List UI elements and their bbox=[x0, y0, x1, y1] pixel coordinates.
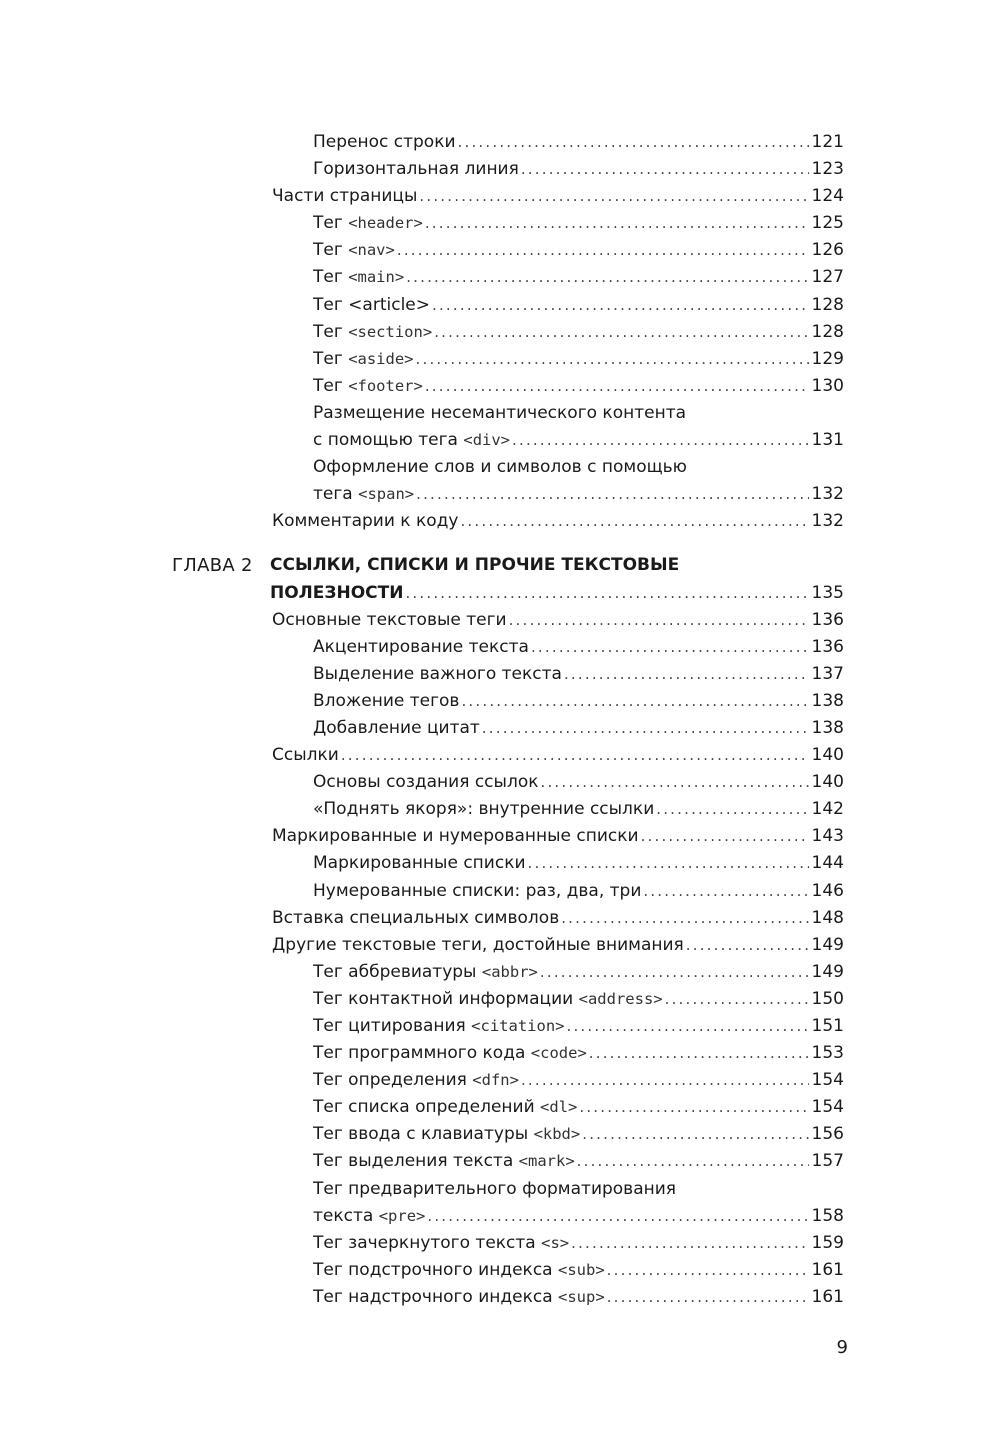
toc-entry bbox=[0, 1094, 986, 1121]
chapter-label: ГЛАВА 2 bbox=[172, 555, 253, 577]
toc-entry-title bbox=[313, 373, 423, 400]
dot-leader bbox=[482, 715, 809, 742]
toc-entry-line bbox=[313, 878, 844, 905]
toc-entry-text: Тег зачеркнутого текста bbox=[313, 1232, 542, 1253]
dot-leader bbox=[521, 1067, 809, 1094]
toc-entry-title bbox=[313, 454, 687, 481]
toc-entry bbox=[0, 210, 986, 237]
dot-leader bbox=[567, 1013, 809, 1040]
toc-entry-title bbox=[313, 264, 404, 291]
toc-entry bbox=[0, 129, 986, 156]
toc-entry bbox=[0, 580, 986, 607]
dot-leader bbox=[425, 210, 809, 237]
toc-page-number: 158 bbox=[811, 1205, 844, 1226]
toc-page-number: 157 bbox=[811, 1151, 844, 1172]
toc-entry-text: Маркированные и нумерованные списки bbox=[272, 826, 639, 847]
toc-entry-code: <aside> bbox=[348, 349, 414, 368]
toc-entry-title bbox=[313, 634, 529, 661]
toc-entry bbox=[0, 319, 986, 346]
toc-entry-line bbox=[313, 264, 844, 291]
toc-page-number: 138 bbox=[811, 717, 844, 738]
toc-entry bbox=[0, 932, 986, 959]
dot-leader bbox=[460, 508, 808, 535]
toc-entry-text: Тег bbox=[313, 267, 349, 288]
toc-entry bbox=[0, 1040, 986, 1067]
toc-page-number: 129 bbox=[811, 348, 844, 369]
toc-entry-text: Тег <article> bbox=[313, 294, 430, 315]
toc-entry-code: <sub> bbox=[558, 1260, 605, 1279]
toc-entry-text: Тег программного кода bbox=[313, 1043, 531, 1064]
toc-page-number: 136 bbox=[811, 636, 844, 657]
toc-entry bbox=[0, 373, 986, 400]
toc-entry bbox=[0, 264, 986, 291]
toc-entry bbox=[0, 905, 986, 932]
toc-entry bbox=[0, 427, 986, 454]
toc-entry-line bbox=[313, 373, 844, 400]
toc-entry-title bbox=[313, 1230, 569, 1257]
toc-entry-title bbox=[313, 210, 423, 237]
toc-entry-title bbox=[313, 400, 686, 427]
toc-entry-line bbox=[313, 1176, 844, 1203]
toc-page-number: 126 bbox=[811, 240, 844, 261]
toc-entry bbox=[0, 1067, 986, 1094]
toc-entry-code: <nav> bbox=[348, 241, 395, 260]
toc-entry-title bbox=[270, 552, 679, 579]
toc-entry-line bbox=[313, 210, 844, 237]
toc-page-number: 131 bbox=[811, 430, 844, 451]
toc-entry-text: Добавление цитат bbox=[313, 717, 480, 738]
toc-entry bbox=[0, 769, 986, 796]
toc-entry-line bbox=[272, 823, 844, 850]
toc-entry-title bbox=[313, 1203, 425, 1230]
toc-entry-text: Оформление слов и символов с помощью bbox=[313, 457, 687, 478]
toc-entry-code: <div> bbox=[463, 431, 511, 450]
toc-entry-title bbox=[313, 319, 432, 346]
toc-entry-title bbox=[313, 129, 456, 156]
toc-entry-text: Ссылки bbox=[272, 745, 339, 766]
dot-leader bbox=[607, 1284, 809, 1311]
toc-entry bbox=[0, 742, 986, 769]
toc-entry-line bbox=[313, 427, 844, 454]
toc-page-number: 151 bbox=[811, 1016, 844, 1036]
toc-entry-title bbox=[313, 850, 526, 877]
toc-entry bbox=[0, 346, 986, 373]
toc-entry-title bbox=[313, 688, 459, 715]
toc-entry-text: Тег bbox=[313, 348, 349, 369]
dot-leader bbox=[540, 959, 809, 986]
dot-leader bbox=[461, 688, 808, 715]
toc-page-number: 123 bbox=[811, 159, 844, 180]
toc-entry-text: Тег цитирования bbox=[313, 1016, 472, 1036]
dot-leader bbox=[416, 481, 808, 508]
toc-entry-text: Тег bbox=[313, 240, 349, 261]
toc-entry-code: <dl> bbox=[540, 1098, 578, 1117]
toc-entry bbox=[0, 823, 986, 850]
toc-page-number: 137 bbox=[811, 663, 844, 684]
dot-leader bbox=[686, 932, 809, 959]
toc-entry-code: <abbr> bbox=[481, 962, 538, 981]
dot-leader bbox=[577, 1148, 809, 1175]
toc-page-number: 125 bbox=[811, 213, 844, 234]
toc-entry-text: Тег надстрочного индекса bbox=[313, 1286, 559, 1307]
toc-entry-line bbox=[313, 1121, 844, 1148]
toc-page-number: 140 bbox=[811, 772, 844, 793]
toc-entry bbox=[0, 878, 986, 905]
toc-entry-title bbox=[272, 905, 559, 932]
toc-page-number: 156 bbox=[811, 1124, 844, 1145]
toc-entry-code: <mark> bbox=[518, 1152, 575, 1171]
toc-entry-text: Горизонтальная линия bbox=[313, 159, 519, 180]
toc-entry-code: <address> bbox=[578, 989, 663, 1008]
toc-entry-text: Вложение тегов bbox=[313, 690, 460, 711]
toc-page-number: 128 bbox=[811, 294, 844, 315]
toc-entry-title bbox=[313, 959, 538, 986]
toc-entry-code: <header> bbox=[348, 214, 423, 233]
toc-entry-text: Основные текстовые теги bbox=[272, 609, 507, 630]
toc-entry-title bbox=[313, 715, 480, 742]
toc-entry bbox=[0, 1203, 986, 1230]
dot-leader bbox=[405, 580, 808, 607]
toc-entry-title bbox=[313, 1040, 587, 1067]
toc-entry-title bbox=[313, 1121, 580, 1148]
toc-entry-title bbox=[313, 1067, 519, 1094]
toc-entry bbox=[0, 1176, 986, 1203]
toc-entry-line bbox=[272, 508, 844, 535]
toc-page-number: 142 bbox=[811, 799, 844, 820]
toc-entry-text: Выделение важного текста bbox=[313, 663, 562, 684]
toc-entry-line bbox=[313, 1067, 844, 1094]
dot-leader bbox=[416, 346, 809, 373]
toc-entry-title bbox=[313, 427, 510, 454]
toc-entry-line bbox=[313, 346, 844, 373]
toc-entry-title bbox=[313, 481, 414, 508]
toc-page-number: 136 bbox=[811, 609, 844, 630]
toc-entry-text: Нумерованные списки: раз, два, три bbox=[313, 880, 642, 901]
toc-entry-text: тега bbox=[313, 484, 359, 505]
toc-entry-title bbox=[272, 183, 417, 210]
toc-entry-title bbox=[272, 607, 507, 634]
toc-entry bbox=[0, 1230, 986, 1257]
toc-entry-line bbox=[313, 1013, 844, 1040]
toc-entry bbox=[0, 454, 986, 481]
dot-leader bbox=[607, 1257, 809, 1284]
toc-entry-line bbox=[270, 552, 844, 579]
toc-entry-text: ССЫЛКИ, СПИСКИ И ПРОЧИЕ ТЕКСТОВЫЕ bbox=[270, 555, 680, 576]
dot-leader bbox=[541, 769, 809, 796]
dot-leader bbox=[434, 319, 808, 346]
toc-entry bbox=[0, 292, 986, 319]
toc-entry-title bbox=[313, 1257, 605, 1284]
toc-entry-text: Акцентирование текста bbox=[313, 636, 529, 657]
toc-entry-line bbox=[272, 905, 844, 932]
toc-page-number: 124 bbox=[811, 186, 844, 207]
toc-page-number: 150 bbox=[811, 988, 844, 1009]
toc-entry-title bbox=[313, 1176, 676, 1203]
dot-leader bbox=[419, 183, 808, 210]
toc-entry bbox=[0, 1121, 986, 1148]
toc-entry-line bbox=[313, 1148, 844, 1175]
toc-entry-code: <kbd> bbox=[533, 1125, 581, 1144]
dot-leader bbox=[425, 373, 809, 400]
dot-leader bbox=[521, 156, 809, 183]
toc-entry-code: <citation> bbox=[471, 1017, 565, 1035]
toc-entry bbox=[0, 508, 986, 535]
toc-entry-line bbox=[313, 796, 844, 823]
toc-entry-title bbox=[313, 1094, 577, 1121]
toc-entry-text: Тег bbox=[313, 321, 349, 342]
toc-entry-code: <code> bbox=[530, 1044, 587, 1063]
toc-entry-line bbox=[313, 769, 844, 796]
toc-entry bbox=[0, 661, 986, 688]
toc-entry-text: Тег bbox=[313, 375, 349, 396]
toc-entry-code: <footer> bbox=[348, 376, 423, 395]
dot-leader bbox=[531, 634, 809, 661]
toc-entry-line bbox=[313, 319, 844, 346]
toc-entry-text: текста bbox=[313, 1205, 379, 1226]
page-number: 9 bbox=[836, 1337, 848, 1358]
toc-page-number: 159 bbox=[811, 1232, 844, 1253]
toc-entry-line bbox=[313, 237, 844, 264]
dot-leader bbox=[582, 1121, 808, 1148]
toc-entry-line bbox=[313, 715, 844, 742]
toc-entry bbox=[0, 237, 986, 264]
toc-page-number: 154 bbox=[811, 1097, 844, 1118]
dot-leader bbox=[341, 742, 809, 769]
dot-leader bbox=[656, 796, 808, 823]
dot-leader bbox=[564, 661, 809, 688]
toc-entry-text: Тег предварительного форматирования bbox=[313, 1178, 677, 1199]
toc-entry-title bbox=[313, 1148, 575, 1175]
table-of-contents bbox=[0, 129, 986, 1311]
toc-entry bbox=[0, 634, 986, 661]
toc-entry bbox=[0, 986, 986, 1013]
toc-page-number: 135 bbox=[811, 582, 844, 603]
dot-leader bbox=[512, 427, 809, 454]
toc-page-number: 161 bbox=[811, 1259, 844, 1280]
toc-entry-line bbox=[272, 607, 844, 634]
toc-entry-text: Тег определения bbox=[313, 1070, 473, 1091]
dot-leader bbox=[571, 1230, 808, 1257]
toc-entry-text: Размещение несемантического контента bbox=[313, 402, 687, 423]
toc-entry-title bbox=[272, 932, 684, 959]
toc-entry bbox=[0, 607, 986, 634]
toc-entry-line bbox=[313, 400, 844, 427]
toc-entry-title bbox=[313, 1284, 605, 1311]
toc-entry bbox=[0, 183, 986, 210]
toc-entry-text: Перенос строки bbox=[313, 132, 456, 152]
dot-leader bbox=[458, 129, 809, 156]
toc-entry-line bbox=[313, 454, 844, 481]
toc-entry bbox=[0, 796, 986, 823]
toc-entry-title bbox=[272, 508, 458, 535]
toc-entry-text: Части страницы bbox=[272, 186, 418, 207]
toc-entry-title bbox=[313, 1013, 565, 1040]
toc-page-number: 144 bbox=[811, 853, 844, 874]
toc-entry bbox=[0, 481, 986, 508]
toc-page-number: 149 bbox=[811, 934, 844, 955]
toc-entry-title bbox=[272, 823, 639, 850]
toc-entry-line bbox=[313, 1257, 844, 1284]
toc-entry-title bbox=[313, 796, 654, 823]
toc-entry-line bbox=[313, 129, 844, 156]
dot-leader bbox=[432, 292, 809, 319]
toc-entry-line bbox=[272, 932, 844, 959]
toc-entry-line bbox=[313, 156, 844, 183]
toc-entry-code: <dfn> bbox=[472, 1071, 519, 1090]
toc-entry-line bbox=[313, 1040, 844, 1067]
toc-page-number: 153 bbox=[811, 1043, 844, 1064]
toc-page-number: 146 bbox=[811, 880, 844, 901]
dot-leader bbox=[528, 850, 809, 877]
toc-entry-code: <pre> bbox=[378, 1206, 426, 1225]
toc-entry-text: Тег выделения текста bbox=[313, 1151, 519, 1172]
dot-leader bbox=[406, 264, 808, 291]
toc-entry-text: Тег аббревиатуры bbox=[313, 961, 482, 982]
toc-entry-title bbox=[313, 292, 430, 319]
toc-entry-line bbox=[313, 292, 844, 319]
toc-entry-title bbox=[313, 878, 641, 905]
toc-page-number: 132 bbox=[811, 511, 844, 532]
toc-entry-text: Основы создания ссылок bbox=[313, 772, 539, 793]
dot-leader bbox=[665, 986, 809, 1013]
toc-entry-line bbox=[313, 688, 844, 715]
dot-leader bbox=[579, 1094, 808, 1121]
toc-entry-line bbox=[313, 481, 844, 508]
toc-entry bbox=[0, 1257, 986, 1284]
toc-entry bbox=[0, 959, 986, 986]
toc-entry bbox=[0, 400, 986, 427]
toc-page-number: 128 bbox=[811, 321, 844, 342]
toc-page-number: 132 bbox=[811, 484, 844, 505]
toc-page-number: 148 bbox=[811, 907, 844, 928]
toc-entry-title bbox=[313, 986, 663, 1013]
toc-entry bbox=[0, 715, 986, 742]
toc-entry-text: Тег bbox=[313, 213, 349, 234]
dot-leader bbox=[561, 905, 808, 932]
toc-entry bbox=[0, 850, 986, 877]
toc-entry-line bbox=[313, 986, 844, 1013]
toc-entry bbox=[0, 1148, 986, 1175]
toc-page-number: 130 bbox=[811, 375, 844, 396]
toc-entry-code: <sup> bbox=[558, 1287, 605, 1306]
toc-entry-title bbox=[313, 346, 414, 373]
toc-entry-text: Тег списка определений bbox=[313, 1097, 541, 1118]
toc-entry-code: <span> bbox=[358, 485, 415, 504]
toc-entry-line bbox=[313, 1203, 844, 1230]
toc-page-number: 161 bbox=[811, 1286, 844, 1307]
dot-leader bbox=[643, 878, 808, 905]
toc-entry-line bbox=[270, 580, 844, 607]
toc-entry-text: Тег ввода с клавиатуры bbox=[313, 1124, 534, 1145]
toc-page-number: 121 bbox=[811, 132, 844, 152]
toc-entry-title bbox=[313, 156, 519, 183]
toc-entry-code: <main> bbox=[348, 268, 405, 287]
toc-entry-title bbox=[270, 580, 403, 607]
dot-leader bbox=[427, 1203, 808, 1230]
toc-entry-title bbox=[313, 237, 395, 264]
toc-page-number: 140 bbox=[811, 745, 844, 766]
toc-entry-text: Комментарии к коду bbox=[272, 511, 459, 532]
toc-entry-text: Вставка специальных символов bbox=[272, 907, 560, 928]
toc-entry-title bbox=[313, 769, 539, 796]
toc-entry-text: «Поднять якоря»: внутренние ссылки bbox=[313, 799, 655, 820]
toc-entry bbox=[0, 688, 986, 715]
toc-entry-line bbox=[272, 742, 844, 769]
dot-leader bbox=[589, 1040, 809, 1067]
toc-entry-line bbox=[313, 959, 844, 986]
dot-leader bbox=[397, 237, 809, 264]
toc-page-number: 127 bbox=[811, 267, 844, 288]
toc-entry-text: Тег подстрочного индекса bbox=[313, 1259, 558, 1280]
toc-entry bbox=[0, 156, 986, 183]
toc-entry-line bbox=[272, 183, 844, 210]
toc-entry-code: <section> bbox=[348, 322, 433, 341]
toc-entry-text: Тег контактной информации bbox=[313, 988, 579, 1009]
toc-entry-line bbox=[313, 1230, 844, 1257]
toc-entry-line bbox=[313, 1284, 844, 1311]
toc-entry-line bbox=[313, 850, 844, 877]
toc-entry bbox=[0, 1013, 986, 1040]
toc-entry-code: <s> bbox=[541, 1233, 570, 1252]
toc-page-number: 154 bbox=[811, 1070, 844, 1091]
dot-leader bbox=[509, 607, 809, 634]
toc-entry-title bbox=[272, 742, 339, 769]
toc-page-number: 143 bbox=[811, 826, 844, 847]
toc-page-number: 138 bbox=[811, 690, 844, 711]
toc-entry-line bbox=[313, 661, 844, 688]
toc-entry-text: ПОЛЕЗНОСТИ bbox=[270, 582, 404, 603]
toc-entry-title bbox=[313, 661, 562, 688]
toc-entry-text: Маркированные списки bbox=[313, 853, 526, 874]
dot-leader bbox=[641, 823, 809, 850]
toc-entry-text: Другие текстовые теги, достойные внимания bbox=[272, 934, 684, 955]
toc-entry-text: с помощью тега bbox=[313, 430, 464, 451]
toc-entry-line bbox=[313, 1094, 844, 1121]
toc-entry bbox=[0, 1284, 986, 1311]
toc-page-number: 149 bbox=[811, 961, 844, 982]
toc-entry-line bbox=[313, 634, 844, 661]
toc-entry bbox=[0, 552, 986, 579]
